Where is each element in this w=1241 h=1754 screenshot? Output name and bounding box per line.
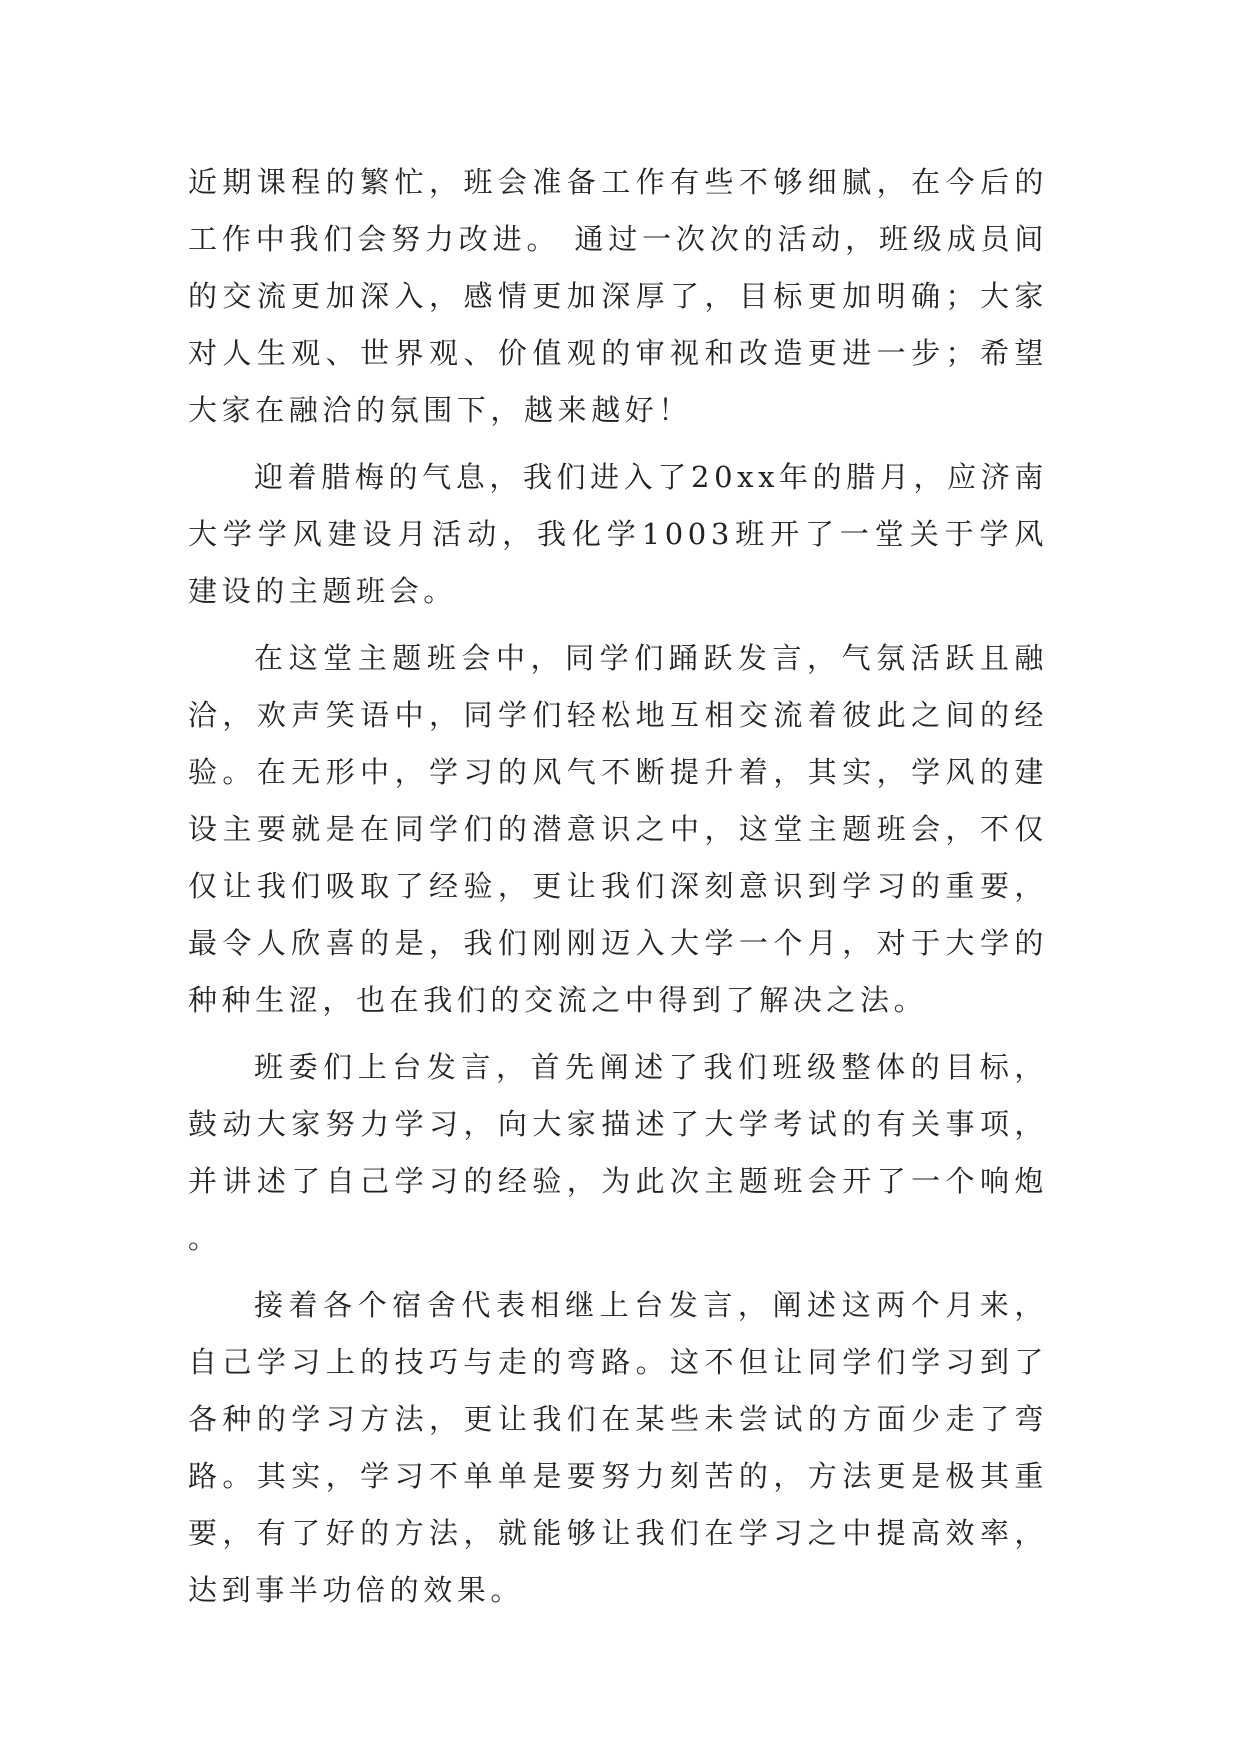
paragraph: 班委们上台发言，首先阐述了我们班级整体的目标，鼓动大家努力学习，向大家描述了大学考试的有关事项，并讲述了自己学习的经验，为此次主题班会开了一个响炮。 (188, 1050, 1048, 1255)
paragraph: 在这堂主题班会中，同学们踊跃发言，气氛活跃且融洽，欢声笑语中，同学们轻松地互相交流着彼此之间的经验。在无形中，学习的风气不断提升着，其实，学风的建设主要就是在同学们的潜意识之中，这堂主题班会，不仅仅让我们吸取了经验，更让我们深刻意识到学习的重要，最令人欣喜的是，我们刚刚迈入大学一个月，对于大学的种种生涩，也在我们的交流之中得到了解决之法。 (188, 641, 1048, 1017)
paragraph: 接着各个宿舍代表相继上台发言，阐述这两个月来，自己学习上的技巧与走的弯路。这不但让同学们学习到了各种的学习方法，更让我们在某些未尝试的方面少走了弯路。其实，学习不单单是要努力刻苦的，方法更是极其重要，有了好的方法，就能够让我们在学习之中提高效率，达到事半功倍的效果。 (188, 1288, 1048, 1607)
document-body (188, 154, 1048, 1619)
paragraph: 迎着腊梅的气息，我们进入了20xx年的腊月，应济南大学学风建设月活动，我化学1003班开了一堂关于学风建设的主题班会。 (188, 460, 1048, 608)
paragraph-continuation: 近期课程的繁忙，班会准备工作有些不够细腻，在今后的工作中我们会努力改进。 通过一次次的活动，班级成员间的交流更加深入，感情更加深厚了，目标更加明确；大家对人生观、世界观、价值观的审视和改造更进一步；希望大家在融洽的氛围下，越来越好！ (188, 165, 1048, 427)
